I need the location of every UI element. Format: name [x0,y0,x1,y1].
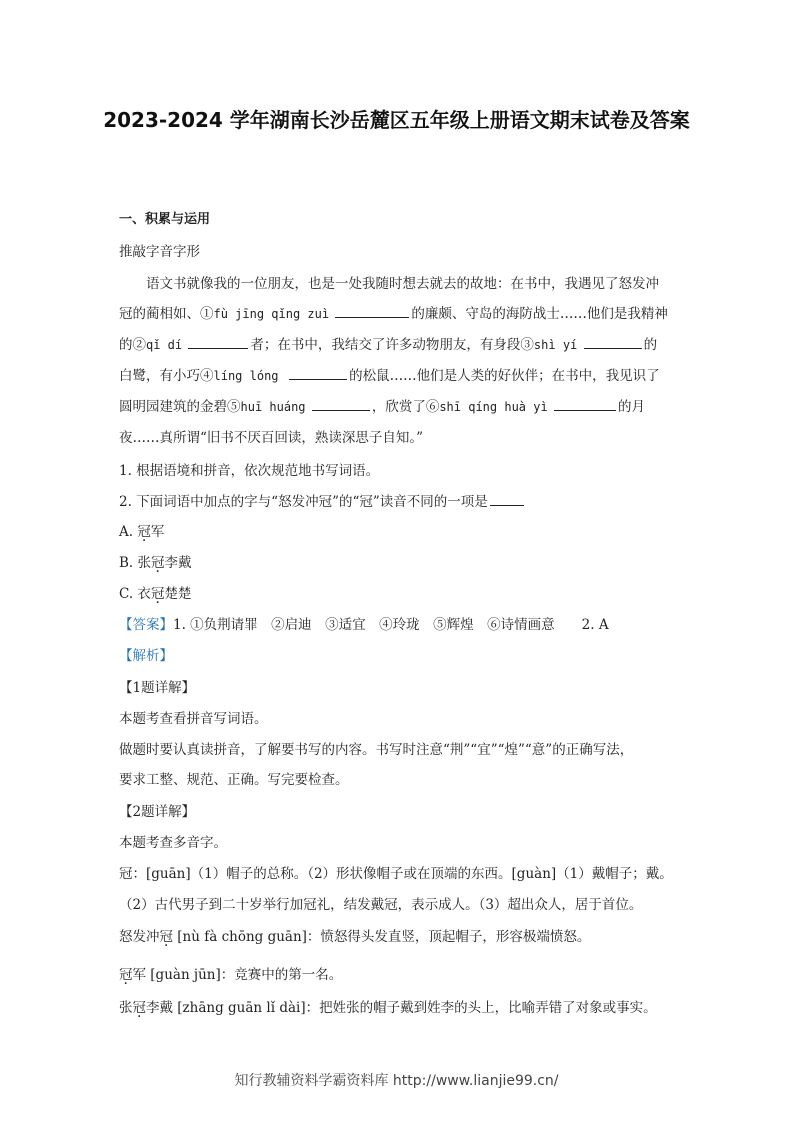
analysis-p2: 做题时要认真读拼音，了解要书写的内容。书写时注意“荆”“宜”“煌”“意”的正确写法， [119,742,634,758]
answer-blank-1[interactable] [335,305,409,318]
question-2: 2. 下面词语中加点的字与“怒发冲冠”的“冠”读音不同的一项是 [119,490,526,510]
answer-line: 【答案】1. ①负荆请罪 ②启迪 ③适宜 ④玲珑 ⑤辉煌 ⑥诗情画意 2. A [119,617,609,633]
analysis-p8: 冠军 [guàn jūn]：竞赛中的第一名。 [119,967,343,983]
passage-line-6: 夜……真所谓“旧书不厌百回读，熟读深思子自知。” [119,430,424,446]
analysis-p3: 要求工整、规范、正确。写完要检查。 [119,772,349,788]
analysis-p4: 本题考查多音字。 [119,835,227,851]
answer-blank-2[interactable] [188,336,248,349]
page-title: 2023-2024 学年湖南长沙岳麓区五年级上册语文期末试卷及答案 [103,108,690,132]
option-b[interactable]: B. 张冠李戴 [119,555,192,571]
analysis-p6: （2）古代男子到二十岁举行加冠礼，结发戴冠，表示成人。（3）超出众人，居于首位。 [119,897,643,913]
analysis-p5: 冠：[guān]（1）帽子的总称。（2）形状像帽子或在顶端的东西。[guàn]（1）戴帽子；戴。 [119,866,673,882]
subheading: 推敲字音字形 [119,244,200,260]
passage-line-1: 语文书就像我的一位朋友，也是一处我随时想去就去的故地：在书中，我遇见了怒发冲 [146,276,659,292]
analysis-tag: 【解析】 [119,648,173,664]
option-c[interactable]: C. 衣冠楚楚 [119,586,192,602]
pinyin-1: fù jīng qǐng zuì [213,307,330,321]
answer-blank-3[interactable] [584,336,642,349]
pinyin-6: shī qíng huà yì [439,400,548,414]
analysis-p1: 本题考查看拼音写词语。 [119,711,268,727]
passage-line-2: 冠的蔺相如、①fù jīng qǐng zuì 的廉颇、守岛的海防战士……他们是我精神 [119,306,668,322]
answer-blank-4[interactable] [289,367,347,380]
pinyin-3: shì yí [533,338,578,352]
answer-blank-6[interactable] [554,398,616,411]
answer-blank-5[interactable] [312,398,370,411]
passage-line-4: 白鹭，有小巧④líng lóng 的松鼠……他们是人类的好伙伴；在书中，我见识了 [119,368,660,384]
detail-heading-2: 【2题详解】 [119,804,196,820]
detail-heading-1: 【1题详解】 [119,680,196,696]
analysis-p7: 怒发冲冠 [nù fà chōng guān]：愤怒得头发直竖，顶起帽子，形容极端愤怒。 [119,929,591,945]
answer-blank-q2[interactable] [490,493,524,506]
footer-watermark: 知行教辅资料学霸资料库 http://www.lianjie99.cn/ [234,1073,559,1089]
question-1: 1. 根据语境和拼音，依次规范地书写词语。 [119,463,380,479]
analysis-p9: 张冠李戴 [zhāng guān lǐ dài]：把姓张的帽子戴到姓李的头上，比喻弄错了对象或事实。 [119,1000,657,1016]
passage-line-3: 的②qǐ dí 者；在书中，我结交了许多动物朋友，有身段③shì yí 的 [119,337,658,353]
pinyin-4: líng lóng [213,369,279,383]
pinyin-5: huī huáng [240,400,306,414]
answer-tag: 【答案】 [119,617,173,633]
section-heading: 一、积累与运用 [119,212,211,227]
passage-line-5: 圆明园建筑的金碧⑤huī huáng ，欣赏了⑥shī qíng huà yì 的月 [119,399,645,415]
option-a[interactable]: A. 冠军 [119,524,165,540]
pinyin-2: qǐ dí [146,338,183,352]
